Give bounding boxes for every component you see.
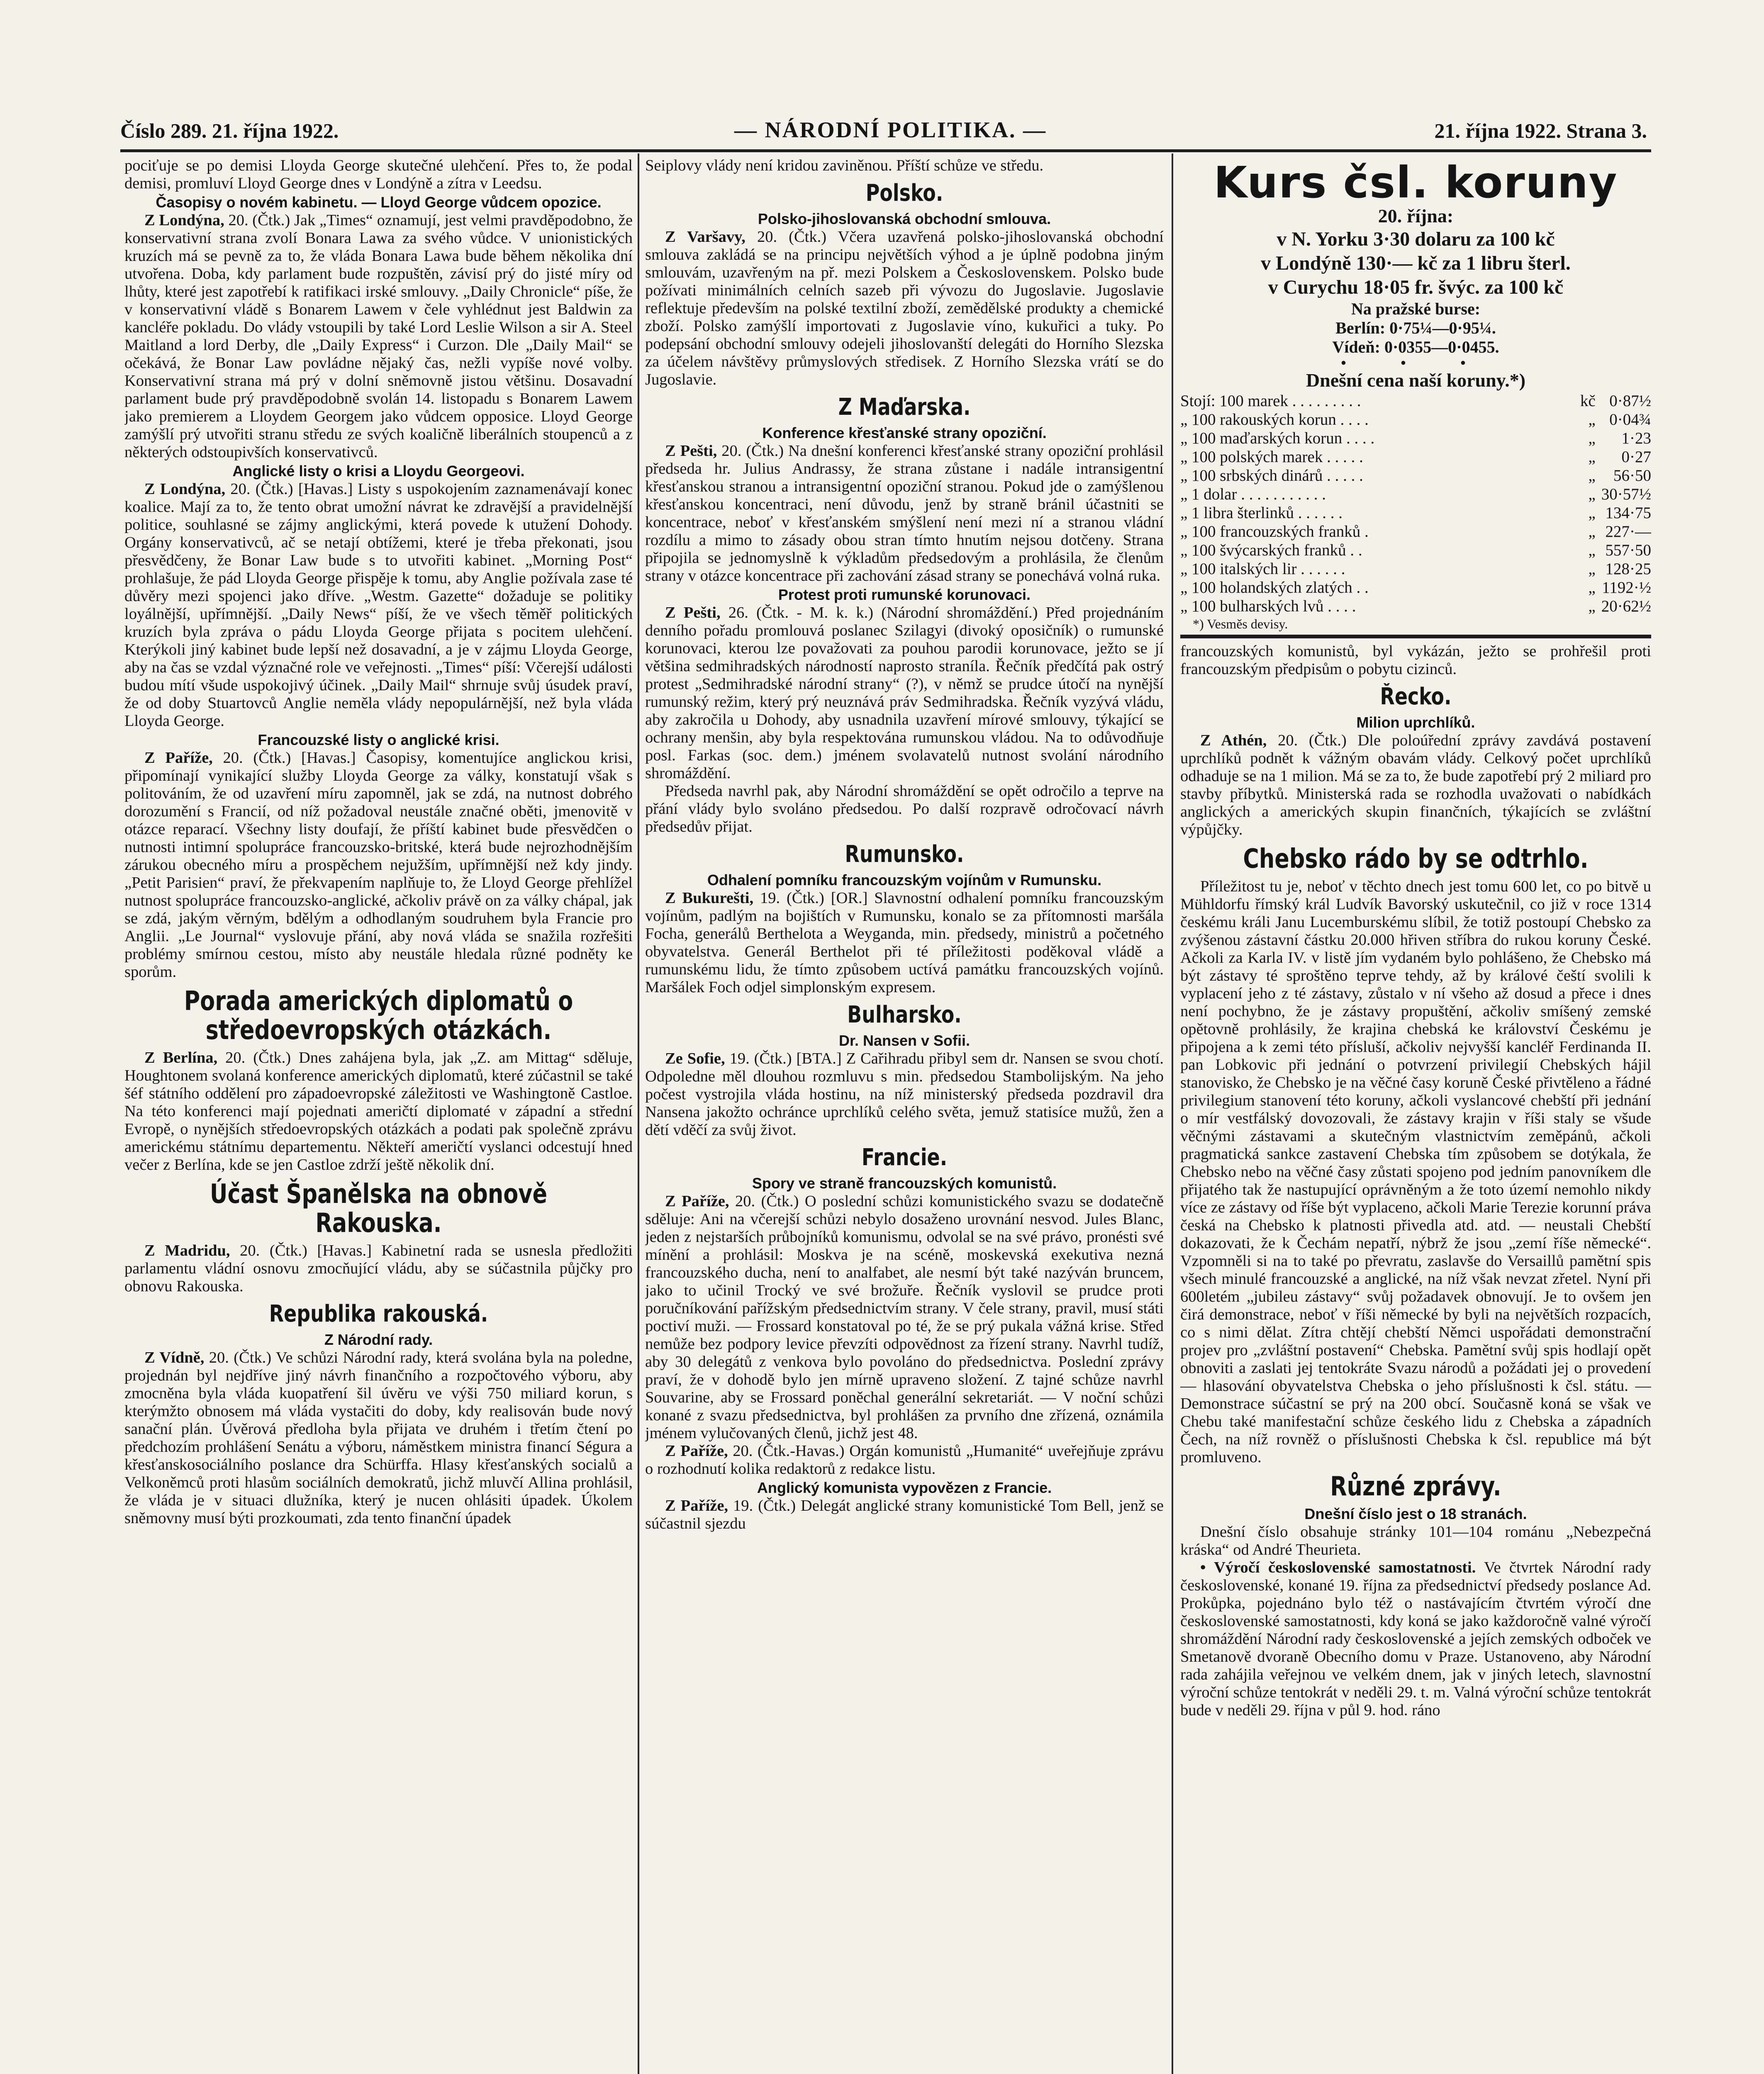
dateline: Z Berlína, xyxy=(144,1049,218,1066)
price-row xyxy=(1180,578,1651,597)
price-unit: kč xyxy=(1580,392,1596,410)
subheading: Dr. Nansen v Sofii. xyxy=(838,1032,970,1049)
column-3 xyxy=(1180,157,1651,2074)
dateline: Z Paříže, xyxy=(665,1497,729,1514)
article-body: 20. (Čtk.) [Havas.] Kabinetní rada se usnesla předložiti parlamentu vládní osnovu zmocňující vládu, aby se súčastnila půjčky pro obnovu Rakouska. xyxy=(124,1242,633,1295)
price-table xyxy=(1180,392,1651,616)
price-row xyxy=(1180,466,1651,485)
dateline: • Výročí československé samostatnosti. xyxy=(1200,1559,1476,1576)
subheading: Anglické listy o krisi a Lloydu Georgeovi. xyxy=(232,463,525,480)
price-label: „ 100 holandských zlatých . . xyxy=(1180,579,1369,596)
article-body: 20. (Čtk.) [Havas.] Časopisy, komentujíce anglickou krisi, připomínají vynikající služby Lloyda George za války, konstatují však s politováním, že od uzavření míru zapomněl, jak se zdá, na nutnost dobrého dorozumění s Francií, od níž požadoval neustále značné oběti, jmenovitě v otázce reparací. Všechny listy doufají, že příští kabinet bude přesvědčen o nutnosti intimní spolupráce francouzsko-britské, která bude nejrozhodnějším zárukou obecného míru a prospěchem nejužším, upřímnější než kdy jindy. „Petit Parisien“ praví, že překvapením naplňuje to, že Lloyd George přehlížel nutnost spolupráce francouzsko-anglické, ačkoliv právě on za války chápal, jak se zdá, jakým věrným, bdělým a odhodlaným soudruhem byla Francie pro Anglii. „Le Journal“ vyslovuje přání, aby nová vláda se snažila rozřešiti problémy smírnou cestou, místo aby neustále hledala různé podněty ke sporům. xyxy=(124,749,633,981)
subheading: Anglický komunista vypovězen z Francie. xyxy=(757,1479,1052,1496)
article-text xyxy=(124,1349,633,1527)
dateline: Ze Sofie, xyxy=(665,1050,725,1067)
headline: Chebsko rádo by se odtrhlo. xyxy=(1243,844,1589,874)
article-body: 20. (Čtk.) Na dnešní konferenci křesťanské strany opoziční prohlásil předseda hr. Julius Andrassy, že strana zůstane i nadále intransigentní křesťanskou stranou a intransigentní opoziční stranou. Pokud jde o zamýšlenou křesťanskou koncentraci, není důvodu, jenž by straně bránil účastniti se koncentrace, neboť v křesťanském smýšlení není mezi ní a stranou vládní rozdílu a mimo to zásady obou stran tímto hnutím nejsou dotčeny. Strana připojila se jednomyslně k výkladům předsedovým a prohlásila, že členům strany v otázce koncentrace při zachování zásad strany se ponechává volná ruka. xyxy=(645,442,1164,584)
subheading: Polsko-jihoslovanská obchodní smlouva. xyxy=(758,210,1051,227)
price-label: „ 100 srbských dinárů . . . . . xyxy=(1180,467,1363,484)
dateline: Z Paříže, xyxy=(665,1442,728,1460)
headline: Porada amerických diplomatů o středoevropských otázkách. xyxy=(184,986,573,1046)
price-value: 0·27 xyxy=(1621,448,1651,466)
article-text xyxy=(645,1497,1164,1533)
masthead xyxy=(120,114,1647,144)
price-row xyxy=(1180,392,1651,410)
section-rule xyxy=(1180,635,1651,638)
price-label: „ 100 francouzských franků . xyxy=(1180,523,1369,540)
headline: Různé zprávy. xyxy=(1330,1471,1501,1502)
bourse-title: Na pražské burse: xyxy=(1351,299,1481,318)
article-text: Příležitost tu je, neboť v těchto dnech jest tomu 600 let, co po bitvě u Mühldorfu římský král Ludvík Bavorský uskutečnil, co již v roce 1314 českému králi Janu Lucemburskému slíbil, že totiž postoupí Chebsko za zvýšenou zástavní částku 20.000 hřiven stříbra do rukou koruny České. Ačkoli za Karla IV. v listě jím vydaném bylo pohlášeno, že Chebsko má být zástavy té sproštěno teprve tehdy, až by králové čeští svolili k vyplacení jeho z té zástavy, zůstalo v ní všeho až dosud a přece i dnes není pochybno, že je zástavy propuštění, ačkoliv smíšený zemské opětovně prohlásily, že krajina chebská ke království Českému je připojena a k zemi této přísluší, ačkoliv nejvyšší kancléř Ferdinanda II. pan Lobkovic při jednání o potvrzení privilegií Chebských hájil stanovisko, že Chebsko je na věčné časy koruně České přivtěleno a řádné privilegium stanovení této koruny, ačkoli vyslancové chebští při jednání o mír vestfálský dovozovali, že zástavy krajin v říši staly se všude věčnými zástavami a skutečným vlastnictvím zeměpánů, ačkoli pragmatická sankce zastavení Chebska tím způsobem se dotýkala, že Chebsko nebo na věčné časy zůstati spojeno pod jedním panovníkem dle přijatého tak že nastupující oprávněným a že toto území nemohlo nikdy více ze zástavy od říše být vyplaceno, ačkoli Marie Terezie korunní práva česká na Chebsko k platnosti přivedla atd. atd. — neustali Chebští dokazovati, že k Čechám nepatří, nýbrž že jsou „zemí říše německé“. Vzpomněli si na to také po převratu, zaslavše do Versaillů pamětní spis všech minulé francouzské a anglické, na níž však nevzat zřetel. Nyní při 600letém „jubileu zástavy“ svůj požadavek obnovují. Je to ovšem jen čirá demonstrace, neboť v říši německé by byli na největších rozpacích, co s nimi dělat. Zítra chtějí chebští Němci uspořádati demonstrační projev pro „zvláštní postavení“ Chebska. Pamětní svůj spis hodlají opět obnoviti a zaslati jej tentokráte Svazu národů a požádati jej o provedení — hlasování obyvatelstva Chebska o jeho příslušnosti k čsl. státu. — Demonstrace súčastní se prý na 200 obcí. Současně koná se však ve Chebu také manifestační schůze českého lidu z Chebska a západních Čech, na níž rovněž o příslušnosti Chebska k čsl. republice má být promluveno. xyxy=(1180,878,1651,1466)
price-value: 557·50 xyxy=(1605,541,1651,559)
price-label: „ 1 libra šterlinků . . . . . . xyxy=(1180,504,1343,522)
price-value: 227·— xyxy=(1605,523,1651,540)
article-body: 19. (Čtk.) [OR.] Slavnostní odhalení pomníku francouzským vojínům, padlým na bojištích v Rumunsku, konalo se za přítomnosti maršála Focha, generálů Berthelota a Weyganda, min. předsedy, ministrů a početného obyvatelstva. Generál Berthelot při té příležitosti poděkoval vládě a rumunskému lidu, že tímto způsobem uctívá památku francouzských vojínů. Maršálek Foch odjel simplonským expresem. xyxy=(645,889,1164,996)
price-unit: „ xyxy=(1588,504,1596,522)
price-unit: „ xyxy=(1588,429,1596,447)
price-table-title: Dnešní cena naší koruny.*) xyxy=(1306,370,1526,391)
article-text xyxy=(1180,1559,1651,1719)
price-value: 0·87½ xyxy=(1609,392,1651,410)
article-text: Dnešní číslo obsahuje stránky 101—104 románu „Nebezpečná kráska“ od André Theurieta. xyxy=(1180,1523,1651,1558)
article-text xyxy=(124,1049,633,1174)
article-text xyxy=(645,1442,1164,1478)
headline: Z Maďarska. xyxy=(838,394,971,421)
subheading: Protest proti rumunské korunovaci. xyxy=(778,586,1031,603)
price-value: 30·57½ xyxy=(1601,485,1651,503)
headline: Rumunsko. xyxy=(845,841,964,868)
dateline: Z Pešti, xyxy=(665,442,717,460)
article-body: 19. (Čtk.) Delegát anglické strany komunistické Tom Bell, jenž se súčastnil sjezdu xyxy=(645,1497,1164,1532)
price-row xyxy=(1180,429,1651,448)
subheading: Dnešní číslo jest o 18 stranách. xyxy=(1304,1505,1527,1522)
article-body: 20. (Čtk.) O poslední schůzi komunistického svazu se dodatečně sděluje: Ani na včerejší schůzi nebylo dosaženo urovnání nesvod. Jules Blanc, jeden z nejstarších průbojníků komunismu, odvolal se na své právo, pronésti své mínění a prohlásil: Moskva je na scéně, moskevská exekutiva nezná francouzského ducha, není to analfabet, ale nesmí být také nazýván bruncem, jako to učinil Trocký ve své brožuře. Řečník vyslovil se prudce proti poručníkování pařížským předsednictvím strany. V čele strany, pravil, musí státi poctiví muži. — Frossard konstatoval po té, že se prý pukala vážná krise. Střed nemůže bez podpory levice převzíti odpovědnost za řízení strany. Navrhl tudíž, aby 30 delegátů z venkova bylo povoláno do předsednictva. Poslední zprávy praví, že v dohodě bylo jen mírně upraveno složení. Z tajné schůze navrhl Souvarine, aby se Frossard poněchal generální sekretariát. — V noční schůzi konané z svazu předsednictva, byl prohlášen za prvního dne zřízená, oznámila jménem vylučovaných členů, jichž jest 48. xyxy=(645,1193,1164,1442)
price-row xyxy=(1180,541,1651,560)
article-text xyxy=(645,1050,1164,1139)
ornament-dots: • • • xyxy=(1340,353,1491,372)
headline: Řecko. xyxy=(1380,683,1452,710)
price-row xyxy=(1180,504,1651,522)
newspaper-title: — NÁRODNÍ POLITIKA. — xyxy=(734,117,1047,142)
headline: Francie. xyxy=(861,1144,948,1171)
article-text xyxy=(645,1193,1164,1442)
subheading: Odhalení pomníku francouzským vojínům v Rumunsku. xyxy=(707,871,1102,889)
subheading: Časopisy o novém kabinetu. — Lloyd George vůdcem opozice. xyxy=(156,194,602,211)
subheading: Spory ve straně francouzských komunistů. xyxy=(752,1175,1057,1192)
article-text xyxy=(1180,732,1651,839)
subheading: Milion uprchlíků. xyxy=(1356,714,1475,731)
article-body: 20. (Čtk.) Dnes zahájena byla, jak „Z. am Mittag“ sděluje, Houghtonem svolaná konference amerických diplomatů, které zúčastnil se také šéf státního oddělení pro západoevropské záležitosti ve Washingtoně Castloe. Na této konferenci mají pojednati američtí diplomaté v západní a střední Evropě, o nynějších středoevropských otázkách a podati pak společně zprávu americkému státnímu departementu. Někteří američtí vyslanci odcestují hned večer z Berlína, kde se jen Castloe zdrží ještě několik dní. xyxy=(124,1049,633,1173)
dateline: Z Pešti, xyxy=(665,604,721,621)
price-unit: „ xyxy=(1588,411,1596,428)
article-body: 20. (Čtk.) Dle poloúřední zprávy zavdává postavení uprchlíků podnět k vážným obavám vlády. Celkový počet uprchlíků odhaduje se na 1 milion. Má se za to, že bude zapotřebí prý 2 miliard pro stavby příbytků. Ministerská rada se rozhodla uvažovati o nabídkách anglických a amerických skupin finančních, týkajících se zvláštní výpůjčky. xyxy=(1180,732,1651,838)
column-divider xyxy=(1172,153,1173,2074)
column-2 xyxy=(645,157,1164,2074)
price-row xyxy=(1180,560,1651,578)
headline: Republika rakouská. xyxy=(269,1300,488,1327)
dateline: Z Paříže, xyxy=(665,1193,729,1210)
rate-vienna: Vídeň: 0·0355—0·0455. xyxy=(1332,338,1499,356)
price-label: „ 1 dolar . . . . . . . . . . . xyxy=(1180,485,1326,503)
rate-new-york: v N. Yorku 3·30 dolaru za 100 kč xyxy=(1277,228,1555,250)
price-row xyxy=(1180,522,1651,541)
article-text xyxy=(645,604,1164,782)
exchange-date: 20. října: xyxy=(1378,205,1454,226)
price-unit: „ xyxy=(1588,541,1596,559)
masthead-rule xyxy=(120,149,1651,152)
dateline: Z Paříže, xyxy=(144,749,213,767)
price-label: „ 100 polských marek . . . . . xyxy=(1180,448,1363,466)
footnote: *) Vesměs devisy. xyxy=(1193,616,1288,631)
price-value: 20·62½ xyxy=(1601,597,1651,615)
price-value: 128·25 xyxy=(1605,560,1651,578)
article-body: 19. (Čtk.) [BTA.] Z Cařihradu přibyl sem dr. Nansen se svou chotí. Odpoledne měl dlouhou rozmluvu s min. předsedou Stambolijským. Na jeho počest vystrojila vláda hostinu, na níž ministerský předseda pozdravil dra Nansena jakožto ochránce uprchlíků celého světa, jemuž statisíce mužů, žen a dětí vděčí za svůj život. xyxy=(645,1050,1164,1139)
article-text: Předseda navrhl pak, aby Národní shromáždění se opět odročilo a teprve na přání vlády bylo svoláno předsedou. Po další rozpravě odročovací návrh předsedův přijat. xyxy=(645,782,1164,835)
price-row xyxy=(1180,485,1651,504)
price-row xyxy=(1180,410,1651,429)
article-text xyxy=(645,228,1164,389)
article-body: 20. (Čtk.) Ve schůzi Národní rady, která svolána byla na poledne, projednán byl nejdříve jiný návrh finančního a rozpočtového výboru, aby zmocněna byla vláda kuopatření šil úvěru ve výši 750 miliard korun, s kterýmžto obnosem má vláda vystačiti do doby, kdy realisován bude nový sanační plán. Úvěrová předloha byla přijata ve druhém i třetím čtení po předchozím prohlášení Senátu a výboru, náměstkem ministra financí Ségura a křesťanskosociálního poslance dra Schürffa. Hlasy křesťanských socialů a Velkoněmců proti hlasům sociálních demokratů, jichž mluvčí Allina prohlásil, že vláda je v situaci dlužníka, který je nucen ohlásiti úpadek. Úkolem sněmovny musí býti prozkoumati, zda tento finanční úpadek xyxy=(124,1349,633,1527)
price-label: „ 100 maďarských korun . . . . xyxy=(1180,429,1375,447)
issue-number-date: Číslo 289. 21. října 1922. xyxy=(120,119,339,142)
dateline: Z Vídně, xyxy=(144,1349,205,1366)
price-label: „ 100 švýcarských franků . . xyxy=(1180,541,1362,559)
dateline: Z Londýna, xyxy=(144,212,224,229)
article-body: Ve čtvrtek Národní rady československé, konané 19. října za předsednictví předsedy poslance Ad. Prokůpka, pojednáno bylo též o nastávajícím čtvrtém výročí dne československé samostatnosti, kdy koná se jako každoročně valné výročí shromáždění Národní rady československé a jejích zemských odboček ve Smetanově dvoraně Obecního domu v Praze. Ustanoveno, aby Národní rada zahájila veřejnou ve velkém dnem, jak v jiných letech, slavnostní výroční schůze tentokrát v neděli 29. t. m. Valná výroční schůze tentokrát bude v neděli 29. října v půl 9. hod. ráno xyxy=(1180,1559,1651,1719)
article-body: 20. (Čtk.) Včera uzavřená polsko-jihoslovanská obchodní smlouva zakládá se na principu největších výhod a je úplně podobna jiným smlouvám, uzavřeným na př. mezi Polskem a Československem. Polsko bude požívati minimálních celních sazeb při vývozu do Jugoslavie. Jugoslavie reflektuje především na polské textilní zboží, zemědělské produkty a chemické zboží. Polsko zamýšlí importovati z Jugoslavie víno, kukuřici a tuky. Po podepsání obchodní smlouvy odejeli jihoslovanští delegáti do Horního Slezska za účelem návštěvy průmyslových středisek. Z Horního Slezska vrátí se do Jugoslavie. xyxy=(645,228,1164,388)
column-divider xyxy=(638,153,639,2074)
price-row xyxy=(1180,597,1651,616)
article-body: 20. (Čtk.-Havas.) Orgán komunistů „Humanité“ uveřejňuje zprávu o rozhodnutí kolika redaktorů z redakce listu. xyxy=(645,1442,1164,1478)
price-unit: „ xyxy=(1588,597,1596,615)
price-value: 0·04¾ xyxy=(1609,411,1651,428)
price-unit: „ xyxy=(1588,448,1596,466)
rate-zurich: v Curychu 18·05 fr. švýc. za 100 kč xyxy=(1268,276,1564,298)
price-label: „ 100 italských lir . . . . . . xyxy=(1180,560,1345,578)
price-value: 1·23 xyxy=(1621,429,1651,447)
headline: Bulharsko. xyxy=(847,1001,962,1028)
price-unit: „ xyxy=(1588,467,1596,484)
price-row xyxy=(1180,448,1651,466)
price-value: 56·50 xyxy=(1613,467,1651,484)
article-text xyxy=(645,442,1164,585)
price-value: 1192·½ xyxy=(1602,579,1651,596)
subheading: Z Národní rady. xyxy=(324,1331,433,1348)
page-number-date: 21. října 1922. Strana 3. xyxy=(1434,119,1647,142)
article-text: pociťuje se po demisi Lloyda George skutečné ulehčení. Přes to, že podal demisi, promluví Lloyd George dnes v Londýně a zítra v Leedsu. xyxy=(124,157,633,192)
rate-london: v Londýně 130·— kč za 1 libru šterl. xyxy=(1261,252,1571,274)
dateline: Z Bukurešti, xyxy=(665,889,754,907)
price-unit: „ xyxy=(1588,579,1596,596)
article-body: 26. (Čtk. - M. k. k.) (Národní shromáždění.) Před projednáním denního pořadu promlouvá poslanec Szilagyi (divoký oposičník) o rumunské korunovaci, kterou lze považovati za pouhou parodii korunovace, ježto se jí většina sedmihradských národností naprosto straníla. Řečník předčítá pak ostrý protest „Sedmihradské národní strany“ (?), v němž se prudce útočí na nynější rumunský režim, který prý neuznává práv Sedmihradska. Řečník vyzývá vládu, aby zakročila u Dohody, aby usnadnila uzavření mírové smlouvy, týkající se ochrany menšin, aby byla respektována rumunskou vládou. Na to odůvodňuje posl. Farkas (soc. dem.) jménem svolavatelů nutnost svolání národního shromáždění. xyxy=(645,604,1164,782)
article-text xyxy=(124,212,633,461)
price-label: „ 100 bulharských lvů . . . . xyxy=(1180,597,1356,615)
column-1 xyxy=(124,157,633,2074)
subheading: Konference křesťanské strany opoziční. xyxy=(762,424,1047,441)
headline: Polsko. xyxy=(865,180,943,207)
price-label: „ 100 rakouských korun . . . . xyxy=(1180,411,1369,428)
article-text xyxy=(124,480,633,730)
price-unit: „ xyxy=(1588,485,1596,503)
price-value: 134·75 xyxy=(1605,504,1651,522)
article-text xyxy=(124,749,633,981)
article-text: francouzských komunistů, byl vykázán, ježto se prohřešil proti francouzským předpisům o pobytu cizinců. xyxy=(1180,643,1651,678)
headline: Účast Španělska na obnově Rakouska. xyxy=(210,1179,548,1239)
article-text xyxy=(645,889,1164,996)
price-unit: „ xyxy=(1588,523,1596,540)
dateline: Z Madridu, xyxy=(144,1242,230,1259)
subheading: Francouzské listy o anglické krisi. xyxy=(258,731,499,748)
dateline: Z Varšavy, xyxy=(665,228,746,246)
exchange-rate-title: Kurs čsl. koruny xyxy=(1213,157,1618,208)
price-unit: „ xyxy=(1588,560,1596,578)
price-label: Stojí: 100 marek . . . . . . . . . xyxy=(1180,392,1361,410)
article-text xyxy=(124,1242,633,1295)
dateline: Z Londýna, xyxy=(144,480,226,498)
article-body: 20. (Čtk.) [Havas.] Listy s uspokojením zaznamenávají konec koalice. Mají za to, že tento obrat umožní návrat ke zdravější a pravidelnější politice, souhlasné se zájmy anglickými, která povede k utužení Dohody. Orgány konservativců, ač se netají obtížemi, které je třeba překonati, jsou přesvědčeny, že Bonar Law bude s to utvořiti kabinet. „Morning Post“ prohlašuje, že pád Lloyda George přispěje k tomu, aby Anglie požívala zase té důvěry mezi spojenci jako dříve. „Westm. Gazette“ dožaduje se politiky loyálnější, upřímnější. „Daily News“ píší, že ve všech těměř politických kruzích byla zpráva o pádu Lloyda George přijata s pocitem ulehčení. Kterýkoli jiný kabinet bude lepší než dosavadní, a je v zájmu Lloyda George, aby na čas se vzdal význačné role ve veřejnosti. „Times“ píší: Včerejší události budou mítí všude uspokojivý účinek. „Daily Mail“ shrnuje svůj úsudek praví, že od doby Stuartovců Anglie neměla vlády nepopulárnější, než byla vláda Lloyda George. xyxy=(124,480,633,730)
article-text: Seiplovy vlády není kridou zaviněnou. Příští schůze ve středu. xyxy=(645,157,1044,174)
dateline: Z Athén, xyxy=(1200,732,1267,749)
article-body: 20. (Čtk.) Jak „Times“ oznamují, jest velmi pravděpodobno, že konservativní strana zvolí Bonara Lawa za svého vůdce. V unionistických kruzích má se pevně za to, že vláda Bonara Lawa bude během několika dní utvořena. Doba, kdy parlament bude rozpuštěn, závisí prý do jisté míry od lhůty, které jest zapotřebí k ratifikaci irské smlouvy. „Daily Chronicle“ píše, že v konservativní vládě s Bonarem Lawem v čele vyhlédnut jest Baldwin za kancléře pokladu. Do vlády vstoupili by také Lord Leslie Wilson a sir A. Steel Maitland a lord Derby, dle „Daily Express“ i Curzon. Dle „Daily Mail“ se očekává, že Bonar Law povládne nějaký čas, nežli vypíše nové volby. Konservativní strana má prý v dolní sněmovně jistou většinu. Dosavadní parlament bude prý pravděpodobně svolán 14. listopadu s Bonarem Lawem jako premierem a Lloydem Georgem jako vůdcem opposice. Lloyd George zamýšlí prý utvořiti stranu středu ze svých koaličně liberálních stoupenců a z některých odstoupivších konservativců. xyxy=(124,212,633,461)
rate-berlin: Berlín: 0·75¼—0·95¼. xyxy=(1335,319,1496,337)
